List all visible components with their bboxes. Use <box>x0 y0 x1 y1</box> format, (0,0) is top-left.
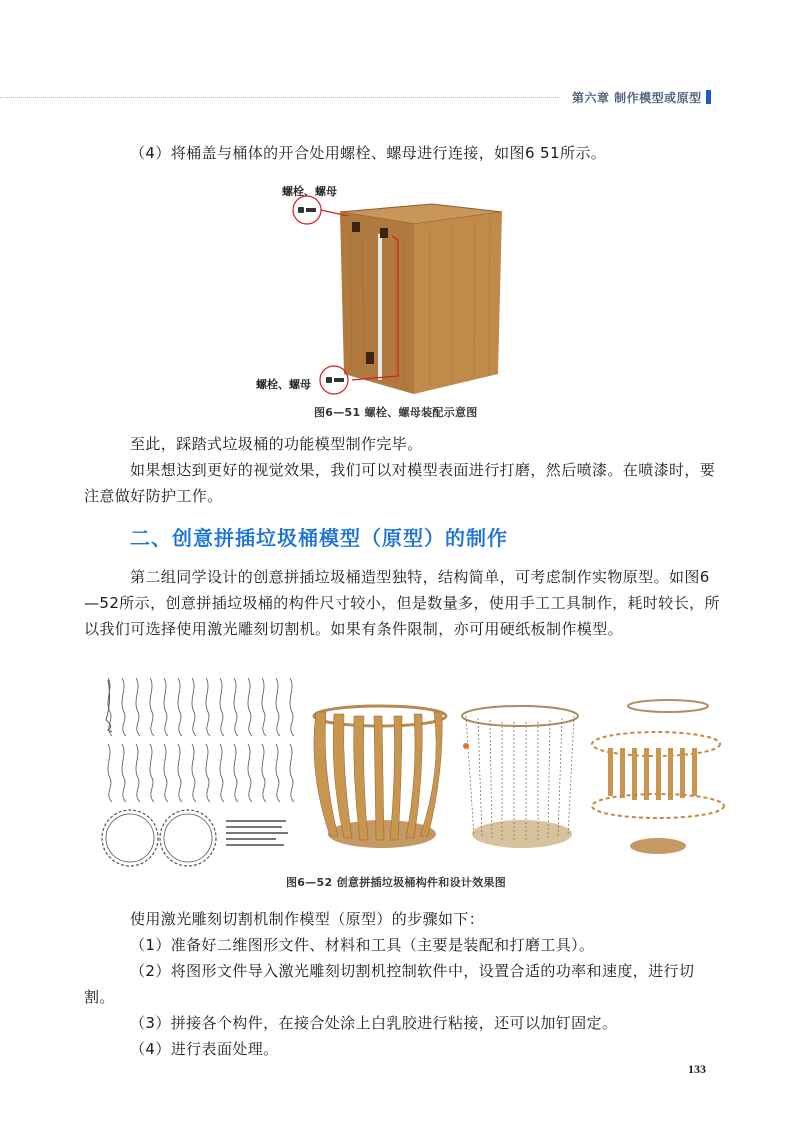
intro-step: （4）将桶盖与桶体的开合处用螺栓、螺母进行连接，如图6 51所示。 <box>130 144 607 162</box>
figure-6-52-caption: 图6—52 创意拼插垃圾桶构件和设计效果图 <box>286 876 507 889</box>
label-bolt-top: 螺栓、螺母 <box>282 185 337 198</box>
chapter-title: 第六章 制作模型或原型 <box>572 91 702 105</box>
steps-intro: 使用激光雕刻切割机制作模型（原型）的步骤如下： <box>130 910 485 928</box>
paragraph-finish: 如果想达到更好的视觉效果，我们可以对模型表面进行打磨，然后喷漆。在喷漆时，要注意做好防护工作。 <box>84 461 716 505</box>
figure-6-51-caption: 图6—51 螺栓、螺母装配示意图 <box>314 406 478 419</box>
label-bolt-bottom: 螺栓、螺母 <box>256 378 311 391</box>
section-title: 二、创意拼插垃圾桶模型（原型）的制作 <box>130 526 508 550</box>
section-paragraph: 第二组同学设计的创意拼插垃圾桶造型独特，结构简单，可考虑制作实物原型。如图6—52所示，创意拼插垃圾桶的构件尺寸较小，但是数量多，使用手工工具制作，耗时较长，所以我们可选择使用激光雕刻切割机。如果有条件限制，亦可用硬纸板制作模型。 <box>84 568 720 638</box>
paragraph-complete: 至此，踩踏式垃圾桶的功能模型制作完毕。 <box>130 435 423 453</box>
page-number: 133 <box>688 1062 706 1076</box>
step-4: （4）进行表面处理。 <box>130 1040 279 1058</box>
step-2: （2）将图形文件导入激光雕刻切割机控制软件中，设置合适的功率和速度，进行切割。 <box>84 962 695 1006</box>
step-3: （3）拼接各个构件，在接合处涂上白乳胶进行粘接，还可以加钉固定。 <box>130 1014 618 1032</box>
step-1: （1）准备好二维图形文件、材料和工具（主要是装配和打磨工具）。 <box>130 936 595 954</box>
